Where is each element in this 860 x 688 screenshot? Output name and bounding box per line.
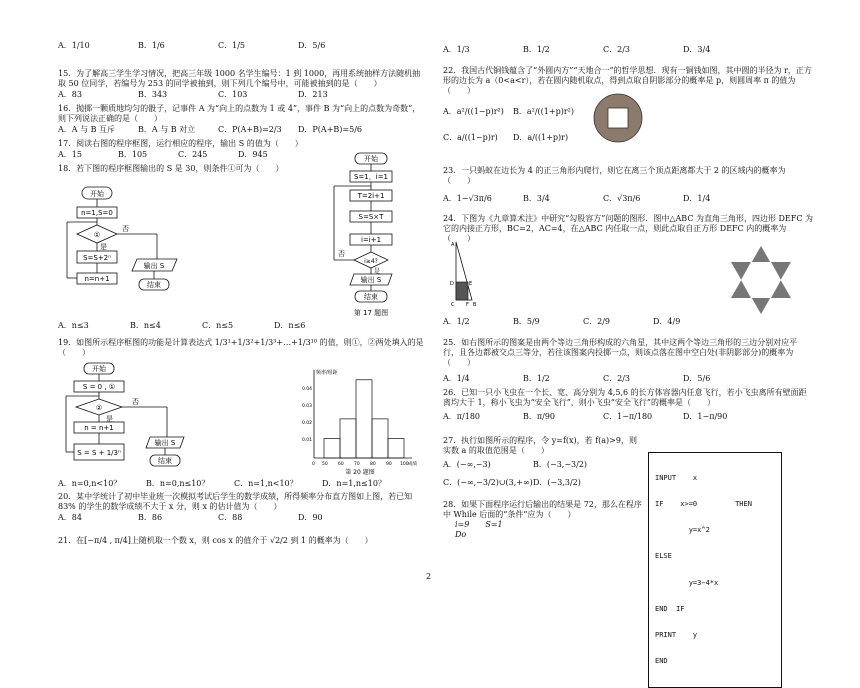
x-tick: 100 bbox=[400, 462, 409, 467]
option: B．1/6 bbox=[138, 41, 165, 50]
histogram-bar bbox=[340, 419, 356, 458]
flow-yes-label: 是 bbox=[106, 415, 113, 423]
option: C．a/((1−p)r) bbox=[443, 133, 498, 142]
option: D．1−π/90 bbox=[683, 412, 728, 421]
flow-output: 输出 S bbox=[360, 276, 382, 284]
option: C．2/9 bbox=[583, 317, 610, 326]
flow-yes-label: 是 bbox=[374, 268, 381, 275]
point-label: B bbox=[473, 302, 477, 306]
option: A．83 bbox=[58, 90, 82, 99]
histogram-bar bbox=[388, 438, 404, 458]
question-stem: 27．执行如图所示的程序，令 y=f(x)，若 f(a)>9，则实数 a 的取值范围是（ ） bbox=[443, 436, 637, 455]
code-line: y=x^2 bbox=[655, 526, 710, 534]
option: D．P(A+B)=5/6 bbox=[298, 125, 362, 134]
option: C．n≤5 bbox=[202, 321, 234, 330]
x-tick: 50 bbox=[322, 462, 328, 467]
flow-sum: S = S + 1/3ⁿ bbox=[77, 449, 121, 457]
question-stem: 26．已知一只小飞虫在一个长、宽、高分别为 4,5,6 的长方体容器内任意飞行，若小飞虫离所有壁面距离均大于 1，称小飞虫为“安全飞行”，则小飞虫“安全飞行”的概率是（ ） bbox=[443, 388, 807, 407]
option: D．4/9 bbox=[653, 317, 681, 326]
option: C．88 bbox=[218, 513, 243, 522]
option: D．1/4 bbox=[683, 194, 711, 203]
flow-init: S=1，i=1 bbox=[353, 173, 389, 181]
point-label: F bbox=[466, 302, 469, 306]
histogram-bar bbox=[324, 438, 340, 458]
code-line: Do bbox=[455, 530, 467, 539]
option: B．n≤4 bbox=[130, 321, 161, 330]
y-tick: 0.04 bbox=[302, 387, 313, 392]
option: D．213 bbox=[298, 90, 328, 99]
flow-sum: S=S+2ⁿ bbox=[83, 254, 111, 262]
option: B．(−3,−3/2) bbox=[533, 460, 588, 469]
option: B．343 bbox=[138, 90, 168, 99]
question-19 bbox=[58, 338, 428, 358]
x-tick: 80 bbox=[370, 462, 376, 467]
code-line: IF x>=0 THEN bbox=[655, 499, 752, 508]
option: B．86 bbox=[138, 513, 163, 522]
histogram-20 bbox=[300, 366, 420, 476]
point-label: A bbox=[451, 242, 455, 248]
flow-yes-label: 是 bbox=[100, 243, 107, 251]
option: C．2/3 bbox=[603, 374, 630, 383]
square-defc bbox=[456, 282, 468, 300]
option: B．105 bbox=[118, 150, 148, 159]
option: A．n=0,n<10？ bbox=[58, 479, 122, 488]
option: D．a/((1+p)r) bbox=[513, 133, 569, 142]
option: A．(−∞,−3) bbox=[443, 460, 491, 469]
option: D．n≤6 bbox=[274, 321, 306, 330]
option: A．a²/((1−p)r²) bbox=[443, 107, 504, 116]
question-18 bbox=[58, 164, 318, 174]
flow-output: 输出 S bbox=[143, 262, 165, 270]
question-21-options bbox=[443, 45, 813, 55]
question-stem: 21．在[−π/4 , π/4]上随机取一个数 x，则 cos x 的值介于 √2/2 到 1 的概率为（ ） bbox=[58, 536, 373, 545]
option: C．2/3 bbox=[603, 45, 630, 54]
flow-condition: i≥4? bbox=[364, 258, 378, 265]
figure-caption: 第 20 题图 bbox=[345, 469, 375, 476]
x-axis-label: 成绩 bbox=[408, 462, 417, 467]
question-stem: 23．一只蚂蚁在边长为 4 的正三角形内爬行，则它在离三个顶点距离都大于 2 的区域内的概率为（ ） bbox=[443, 166, 786, 185]
option: A．A 与 B 互斥 bbox=[58, 125, 116, 134]
option: B．3/4 bbox=[523, 194, 550, 203]
question-16 bbox=[58, 104, 428, 135]
code-line: END IF bbox=[655, 604, 685, 613]
option: C．n=1,n<10？ bbox=[234, 479, 298, 488]
question-28 bbox=[443, 500, 643, 540]
option: C．245 bbox=[178, 150, 208, 159]
option: D．n=1,n≤10？ bbox=[322, 479, 386, 488]
question-stem: 22．我国古代铜钱蕴含了“外圆内方”“天地合一”的哲学思想．现有一铜钱如图，其中圆的半径为 r，正方形的边长为 a（0<a<r），若在圆内随机取点，得到点取自阴影部分的概率是 p，则圆周率 π 的值为（ ） bbox=[443, 66, 812, 95]
option: B．1/2 bbox=[523, 45, 550, 54]
histogram-bar bbox=[356, 380, 372, 458]
question-21 bbox=[58, 536, 428, 546]
flow-condition: ② bbox=[95, 404, 103, 412]
option: C．103 bbox=[218, 90, 248, 99]
flow-t: T=2i+1 bbox=[357, 192, 385, 200]
question-27 bbox=[443, 436, 643, 488]
option: C．P(A+B)=2/3 bbox=[218, 125, 282, 134]
flowchart-19 bbox=[62, 362, 212, 472]
y-axis-label: 频率/组距 bbox=[316, 370, 338, 376]
question-stem: 18．若下图的程序框图输出的 S 是 30，则条件①可为（ ） bbox=[58, 164, 284, 173]
option: B．n=0,n≤10？ bbox=[146, 479, 210, 488]
y-tick: 0.03 bbox=[302, 404, 313, 409]
option: C．1/5 bbox=[218, 41, 245, 50]
question-stem: 16．抛掷一颗质地均匀的骰子，记事件 A 为“向上的点数为 1 或 4”，事件 B 为“向上的点数为奇数”，则下列说法正确的是（ ） bbox=[58, 104, 421, 123]
flow-increment: n = n+1 bbox=[84, 424, 114, 432]
code-line: INPUT x bbox=[655, 473, 698, 482]
question-14-options bbox=[58, 41, 428, 65]
question-17 bbox=[58, 139, 318, 160]
code-line: ELSE bbox=[655, 552, 672, 561]
flow-start: 开始 bbox=[364, 155, 378, 163]
option: C．1−π/180 bbox=[603, 412, 653, 421]
question-stem: 17．阅读右图的程序框图，运行相应的程序，输出 S 的值为（ ） bbox=[58, 139, 303, 148]
question-20 bbox=[58, 492, 428, 523]
flow-output: 输出 S bbox=[154, 439, 176, 447]
coin-figure bbox=[590, 92, 650, 144]
flow-no-label: 否 bbox=[122, 225, 129, 233]
flowchart-18 bbox=[62, 185, 212, 310]
option: A．15 bbox=[58, 150, 82, 159]
flow-s: S=S×T bbox=[358, 213, 384, 221]
question-stem: 24．下图为《九章算术注》中研究“勾股容方”问题的图形．图中△ABC 为直角三角形，四边形 DEFC 为它的内接正方形，BC=2，AC=4，在△ABC 内任取一点，则此点取自正方形 DEFC 内的概率为（ ） bbox=[443, 214, 813, 243]
option: B．5/9 bbox=[513, 317, 540, 326]
flow-start: 开始 bbox=[90, 190, 104, 198]
option: A．π/180 bbox=[443, 412, 480, 421]
y-tick: 0.02 bbox=[302, 421, 313, 426]
flow-condition: ① bbox=[93, 231, 101, 239]
histogram-bar bbox=[372, 419, 388, 458]
x-tick: 0 bbox=[312, 462, 315, 467]
flow-init: n=1,S=0 bbox=[81, 209, 113, 217]
option: D．(−3,3/2) bbox=[533, 478, 581, 487]
point-label: C bbox=[451, 302, 455, 306]
option: B．A 与 B 对立 bbox=[138, 125, 196, 134]
option: A．1/2 bbox=[443, 317, 470, 326]
question-26 bbox=[443, 388, 813, 422]
triangle-square-figure bbox=[450, 240, 490, 306]
x-tick: 70 bbox=[354, 462, 360, 467]
code-line: END bbox=[655, 657, 668, 666]
flow-end: 结束 bbox=[364, 293, 378, 301]
question-stem: 20．某中学统计了初中毕业班一次模拟考试后学生的数学成绩，所得频率分布直方图如上图，若已知 83% 的学生的数学成绩不大于 x 分，则 x 的估计值为（ ） bbox=[58, 492, 413, 511]
question-stem: 25．如右图所示的图案是由两个等边三角形构成的六角星，其中这两个等边三角形的三边分别对应平行，且各边都被交点三等分，若往该图案内投掷一点，则该点落在图中空白处(非阴影部分)的概率为（ ） bbox=[443, 338, 798, 367]
option: A．1/10 bbox=[58, 41, 90, 50]
code-line: i=9 S=1 bbox=[455, 520, 503, 529]
question-15 bbox=[58, 69, 428, 100]
question-19-options bbox=[58, 479, 428, 489]
option: D．3/4 bbox=[683, 45, 711, 54]
question-18-options bbox=[58, 321, 358, 331]
option: A．1/4 bbox=[443, 374, 470, 383]
figure-caption: 第 17 题图 bbox=[353, 309, 389, 317]
question-stem: 28．如果下面程序运行后输出的结果是 72，那么在程序中 While 后面的“条件”应为（ ） bbox=[443, 500, 642, 519]
page-number: 2 bbox=[426, 572, 432, 581]
option: D．5/6 bbox=[298, 41, 326, 50]
flow-increment: n=n+1 bbox=[84, 275, 110, 283]
question-stem: 19．如图所示程序框图的功能是计算表达式 1/3¹+1/3²+1/3³+…+1/3¹⁰ 的值，则①，②两处填入的是（ ） bbox=[58, 338, 424, 357]
flow-start: 开始 bbox=[92, 365, 106, 373]
program-27 bbox=[648, 452, 782, 688]
option: B．1/2 bbox=[523, 374, 550, 383]
flow-no-label: 否 bbox=[338, 250, 345, 258]
point-label: E bbox=[469, 281, 473, 287]
option: B．π/90 bbox=[523, 412, 556, 421]
question-25 bbox=[443, 338, 803, 384]
option: C．(−∞,−3/2)∪(3,+∞) bbox=[443, 478, 533, 487]
y-tick: 0.01 bbox=[302, 438, 313, 443]
option: B．a²/((1+p)r²) bbox=[513, 107, 574, 116]
question-23 bbox=[443, 166, 813, 204]
option: A．84 bbox=[58, 513, 82, 522]
option: D．945 bbox=[238, 150, 268, 159]
flow-end: 结束 bbox=[147, 281, 161, 289]
flow-init: S = 0 , ① bbox=[82, 383, 116, 391]
question-stem: 15．为了解高三学生学习情况，把高三年级 1000 名学生编号：1 到 1000，再用系统抽样方法随机抽取 50 位同学，若编号为 253 的同学被抽到，则下列几个编号中，可能被抽到的是（ ） bbox=[58, 69, 421, 88]
point-label: D bbox=[450, 281, 454, 287]
coin-square-hole bbox=[608, 108, 628, 128]
question-22-options bbox=[443, 106, 583, 143]
flow-increment: i=i+1 bbox=[360, 236, 382, 244]
question-24-options bbox=[443, 317, 743, 327]
code-line: y=3−4*x bbox=[655, 578, 719, 587]
flow-end: 结束 bbox=[158, 457, 172, 465]
option: A．1−√3π/6 bbox=[443, 194, 492, 203]
option: A．n≤3 bbox=[58, 321, 89, 330]
code-line: PRINT y bbox=[655, 631, 698, 639]
x-tick: 90 bbox=[386, 462, 392, 467]
flow-no-label: 否 bbox=[132, 398, 139, 406]
hexagram-figure bbox=[728, 244, 794, 316]
option: D．90 bbox=[298, 513, 323, 522]
x-tick: 60 bbox=[338, 462, 344, 467]
option: D．5/6 bbox=[683, 374, 711, 383]
option: C．√3π/6 bbox=[603, 194, 641, 203]
flowchart-17 bbox=[330, 152, 430, 322]
option: A．1/3 bbox=[443, 45, 470, 54]
question-24 bbox=[443, 214, 813, 244]
